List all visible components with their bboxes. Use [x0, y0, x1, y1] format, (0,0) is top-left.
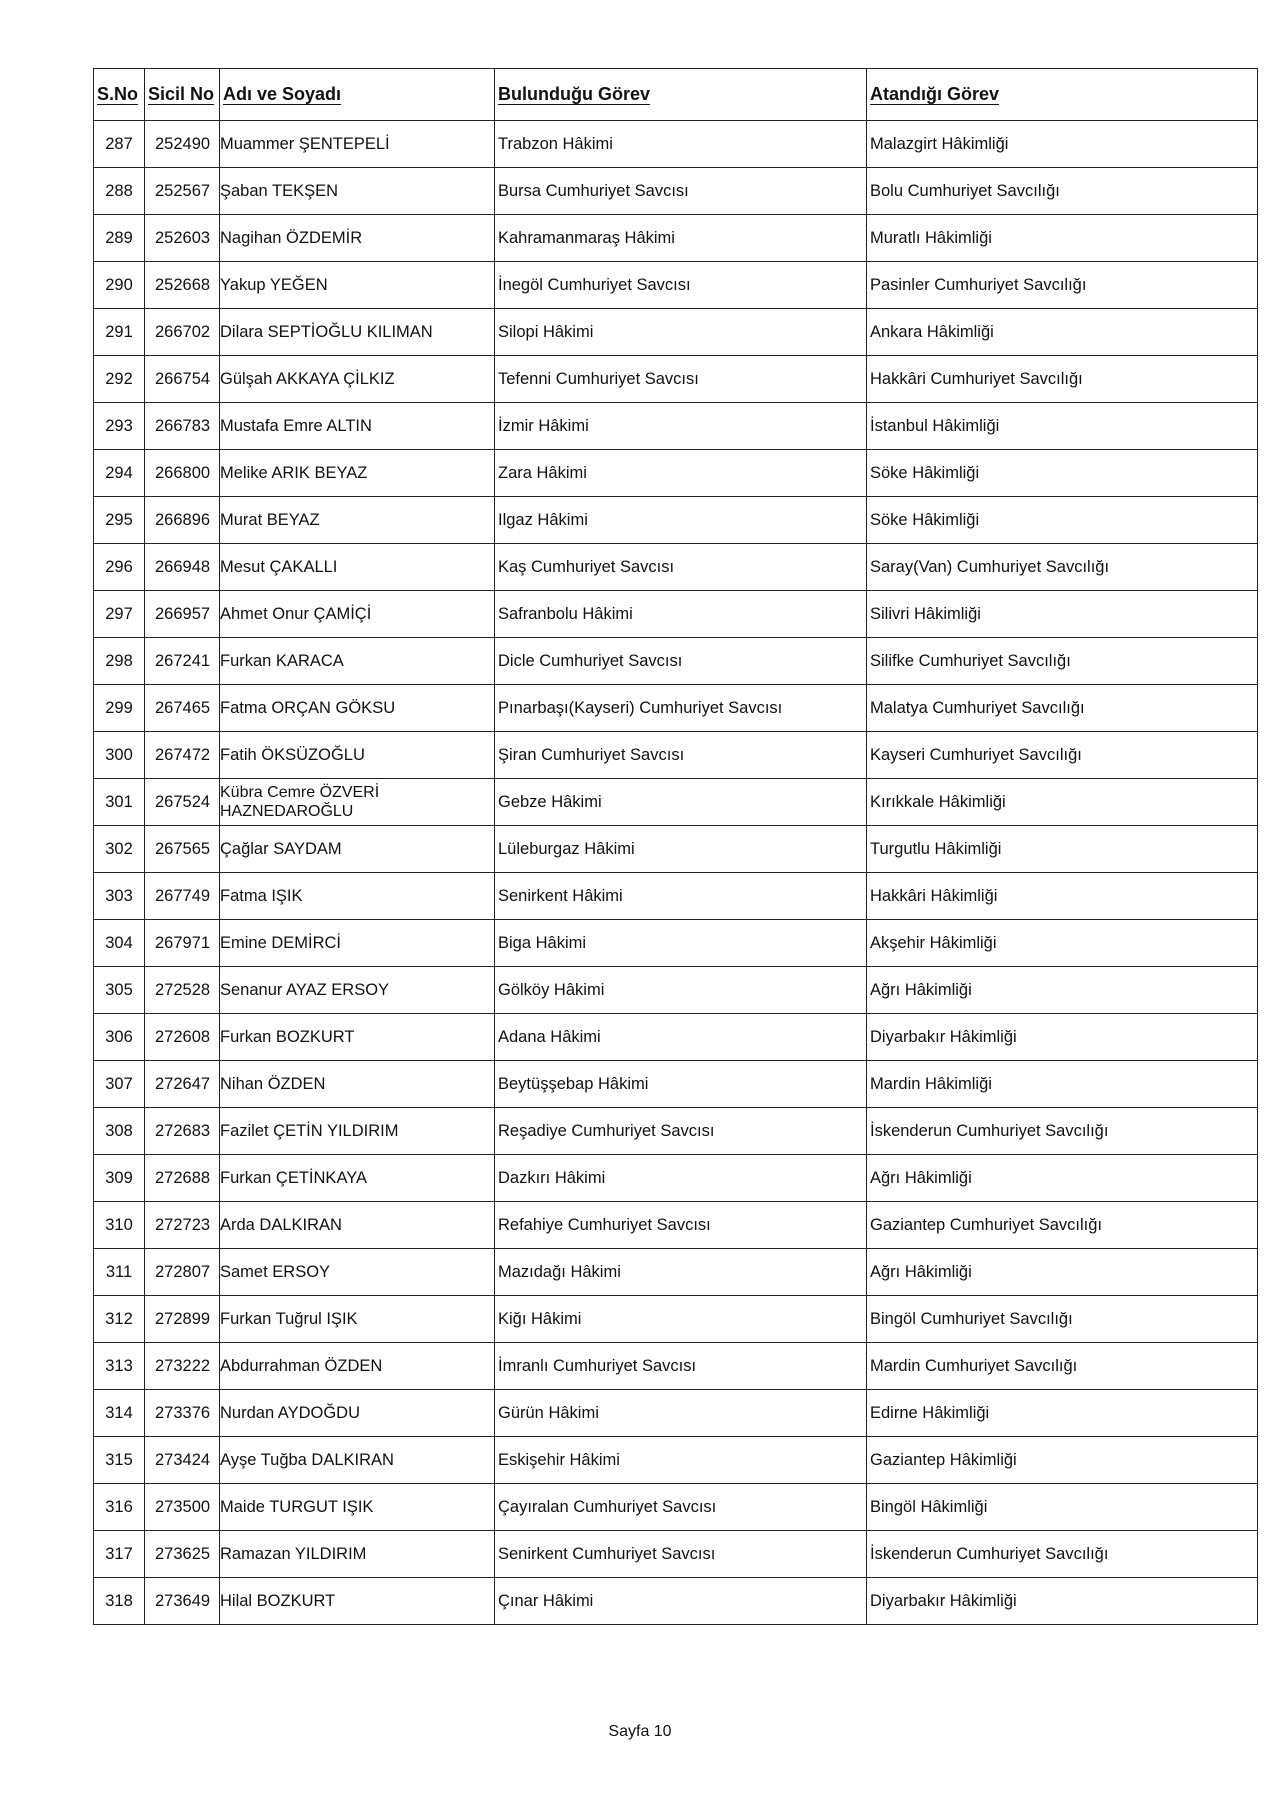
row-current-position: Çayıralan Cumhuriyet Savcısı [495, 1484, 867, 1531]
row-name: Murat BEYAZ [220, 497, 495, 544]
row-sicil-no: 272528 [145, 967, 220, 1014]
row-sicil-no: 266957 [145, 591, 220, 638]
row-assigned-position: Söke Hâkimliği [867, 450, 1258, 497]
row-current-position: Beytüşşebap Hâkimi [495, 1061, 867, 1108]
row-sicil-no: 272688 [145, 1155, 220, 1202]
row-sno: 298 [94, 638, 145, 685]
row-sno: 316 [94, 1484, 145, 1531]
row-assigned-position: İskenderun Cumhuriyet Savcılığı [867, 1531, 1258, 1578]
row-current-position: Senirkent Hâkimi [495, 873, 867, 920]
row-sicil-no: 266783 [145, 403, 220, 450]
table-row [94, 1343, 1258, 1390]
row-current-position: Lüleburgaz Hâkimi [495, 826, 867, 873]
row-sicil-no: 273376 [145, 1390, 220, 1437]
row-current-position: Refahiye Cumhuriyet Savcısı [495, 1202, 867, 1249]
row-sicil-no: 267472 [145, 732, 220, 779]
table-row [94, 168, 1258, 215]
table-body [94, 121, 1258, 1625]
table-row [94, 591, 1258, 638]
table-row [94, 215, 1258, 262]
row-sno: 295 [94, 497, 145, 544]
table-row [94, 1578, 1258, 1625]
row-current-position: Silopi Hâkimi [495, 309, 867, 356]
table-row [94, 1390, 1258, 1437]
row-sno: 309 [94, 1155, 145, 1202]
row-assigned-position: Silifke Cumhuriyet Savcılığı [867, 638, 1258, 685]
row-name: Abdurrahman ÖZDEN [220, 1343, 495, 1390]
row-sno: 307 [94, 1061, 145, 1108]
row-assigned-position: Kırıkkale Hâkimliği [867, 779, 1258, 826]
row-sno: 291 [94, 309, 145, 356]
row-name: Emine DEMİRCİ [220, 920, 495, 967]
row-name: Nurdan AYDOĞDU [220, 1390, 495, 1437]
row-sicil-no: 267241 [145, 638, 220, 685]
row-sno: 310 [94, 1202, 145, 1249]
row-current-position: Dazkırı Hâkimi [495, 1155, 867, 1202]
row-assigned-position: Ankara Hâkimliği [867, 309, 1258, 356]
row-sicil-no: 267565 [145, 826, 220, 873]
row-sicil-no: 273625 [145, 1531, 220, 1578]
row-name: Ayşe Tuğba DALKIRAN [220, 1437, 495, 1484]
row-current-position: Biga Hâkimi [495, 920, 867, 967]
table-header-row [94, 69, 1258, 121]
row-name: Dilara SEPTİOĞLU KILIMAN [220, 309, 495, 356]
row-assigned-position: Pasinler Cumhuriyet Savcılığı [867, 262, 1258, 309]
row-assigned-position: Saray(Van) Cumhuriyet Savcılığı [867, 544, 1258, 591]
row-current-position: Kiğı Hâkimi [495, 1296, 867, 1343]
row-current-position: Trabzon Hâkimi [495, 121, 867, 168]
row-sno: 299 [94, 685, 145, 732]
row-current-position: Kaş Cumhuriyet Savcısı [495, 544, 867, 591]
header-sno: S.No [94, 69, 145, 121]
row-sicil-no: 252603 [145, 215, 220, 262]
row-sno: 301 [94, 779, 145, 826]
row-sno: 294 [94, 450, 145, 497]
table-row [94, 1531, 1258, 1578]
row-sno: 305 [94, 967, 145, 1014]
table-row [94, 920, 1258, 967]
row-name: Fatma ORÇAN GÖKSU [220, 685, 495, 732]
row-name: Hilal BOZKURT [220, 1578, 495, 1625]
row-assigned-position: Ağrı Hâkimliği [867, 1155, 1258, 1202]
row-name: Çağlar SAYDAM [220, 826, 495, 873]
row-name: Senanur AYAZ ERSOY [220, 967, 495, 1014]
row-sicil-no: 272647 [145, 1061, 220, 1108]
row-name: Furkan Tuğrul IŞIK [220, 1296, 495, 1343]
table-row [94, 873, 1258, 920]
row-name: Nihan ÖZDEN [220, 1061, 495, 1108]
row-assigned-position: Diyarbakır Hâkimliği [867, 1014, 1258, 1061]
row-name: Kübra Cemre ÖZVERİ HAZNEDAROĞLU [220, 779, 495, 826]
row-sno: 308 [94, 1108, 145, 1155]
row-sno: 289 [94, 215, 145, 262]
row-assigned-position: Gaziantep Cumhuriyet Savcılığı [867, 1202, 1258, 1249]
row-sicil-no: 266896 [145, 497, 220, 544]
row-assigned-position: Silivri Hâkimliği [867, 591, 1258, 638]
row-name: Fazilet ÇETİN YILDIRIM [220, 1108, 495, 1155]
table-row [94, 1061, 1258, 1108]
row-sno: 314 [94, 1390, 145, 1437]
row-current-position: İnegöl Cumhuriyet Savcısı [495, 262, 867, 309]
row-current-position: Pınarbaşı(Kayseri) Cumhuriyet Savcısı [495, 685, 867, 732]
row-name: Melike ARIK BEYAZ [220, 450, 495, 497]
row-sicil-no: 272807 [145, 1249, 220, 1296]
row-sicil-no: 267971 [145, 920, 220, 967]
table-row [94, 826, 1258, 873]
header-name: Adı ve Soyadı [220, 69, 495, 121]
row-sicil-no: 273424 [145, 1437, 220, 1484]
row-sicil-no: 273649 [145, 1578, 220, 1625]
table-row [94, 1108, 1258, 1155]
row-sno: 290 [94, 262, 145, 309]
row-assigned-position: Hakkâri Hâkimliği [867, 873, 1258, 920]
row-assigned-position: İstanbul Hâkimliği [867, 403, 1258, 450]
row-sno: 311 [94, 1249, 145, 1296]
row-name: Mesut ÇAKALLI [220, 544, 495, 591]
header-assigned-position: Atandığı Görev [867, 69, 1258, 121]
row-current-position: Mazıdağı Hâkimi [495, 1249, 867, 1296]
row-current-position: İmranlı Cumhuriyet Savcısı [495, 1343, 867, 1390]
table-row [94, 638, 1258, 685]
row-sno: 317 [94, 1531, 145, 1578]
row-sno: 313 [94, 1343, 145, 1390]
row-current-position: Kahramanmaraş Hâkimi [495, 215, 867, 262]
row-current-position: Çınar Hâkimi [495, 1578, 867, 1625]
page-number: Sayfa 10 [608, 1723, 672, 1740]
row-assigned-position: Gaziantep Hâkimliği [867, 1437, 1258, 1484]
row-assigned-position: Turgutlu Hâkimliği [867, 826, 1258, 873]
row-sicil-no: 273222 [145, 1343, 220, 1390]
row-sno: 288 [94, 168, 145, 215]
row-assigned-position: İskenderun Cumhuriyet Savcılığı [867, 1108, 1258, 1155]
row-name: Nagihan ÖZDEMİR [220, 215, 495, 262]
row-assigned-position: Mardin Hâkimliği [867, 1061, 1258, 1108]
row-assigned-position: Mardin Cumhuriyet Savcılığı [867, 1343, 1258, 1390]
row-sicil-no: 272683 [145, 1108, 220, 1155]
row-assigned-position: Ağrı Hâkimliği [867, 1249, 1258, 1296]
row-current-position: Senirkent Cumhuriyet Savcısı [495, 1531, 867, 1578]
table-row [94, 1155, 1258, 1202]
header-sicil: Sicil No [145, 69, 220, 121]
table-row [94, 450, 1258, 497]
row-name: Maide TURGUT IŞIK [220, 1484, 495, 1531]
table-row [94, 262, 1258, 309]
row-name: Samet ERSOY [220, 1249, 495, 1296]
row-sicil-no: 266800 [145, 450, 220, 497]
row-current-position: Adana Hâkimi [495, 1014, 867, 1061]
row-assigned-position: Diyarbakır Hâkimliği [867, 1578, 1258, 1625]
row-sicil-no: 267524 [145, 779, 220, 826]
table-row [94, 121, 1258, 168]
table-row [94, 1296, 1258, 1343]
row-sno: 293 [94, 403, 145, 450]
row-assigned-position: Hakkâri Cumhuriyet Savcılığı [867, 356, 1258, 403]
row-current-position: Gürün Hâkimi [495, 1390, 867, 1437]
row-name: Fatma IŞIK [220, 873, 495, 920]
row-current-position: Ilgaz Hâkimi [495, 497, 867, 544]
row-sicil-no: 272899 [145, 1296, 220, 1343]
row-current-position: Zara Hâkimi [495, 450, 867, 497]
table-row [94, 685, 1258, 732]
row-sicil-no: 267465 [145, 685, 220, 732]
row-name: Ramazan YILDIRIM [220, 1531, 495, 1578]
row-sno: 296 [94, 544, 145, 591]
row-sno: 287 [94, 121, 145, 168]
row-assigned-position: Edirne Hâkimliği [867, 1390, 1258, 1437]
row-assigned-position: Bingöl Hâkimliği [867, 1484, 1258, 1531]
row-name: Yakup YEĞEN [220, 262, 495, 309]
row-sicil-no: 272723 [145, 1202, 220, 1249]
row-sicil-no: 252668 [145, 262, 220, 309]
row-assigned-position: Malazgirt Hâkimliği [867, 121, 1258, 168]
row-name: Ahmet Onur ÇAMİÇİ [220, 591, 495, 638]
row-current-position: Gebze Hâkimi [495, 779, 867, 826]
row-name: Muammer ŞENTEPELİ [220, 121, 495, 168]
row-sno: 304 [94, 920, 145, 967]
row-name: Mustafa Emre ALTIN [220, 403, 495, 450]
row-assigned-position: Söke Hâkimliği [867, 497, 1258, 544]
row-current-position: Reşadiye Cumhuriyet Savcısı [495, 1108, 867, 1155]
header-current-position: Bulunduğu Görev [495, 69, 867, 121]
row-current-position: Şiran Cumhuriyet Savcısı [495, 732, 867, 779]
table-row [94, 967, 1258, 1014]
row-name: Şaban TEKŞEN [220, 168, 495, 215]
table-row [94, 1437, 1258, 1484]
table-row [94, 1249, 1258, 1296]
row-assigned-position: Muratlı Hâkimliği [867, 215, 1258, 262]
row-sicil-no: 266754 [145, 356, 220, 403]
row-sicil-no: 252490 [145, 121, 220, 168]
table-row [94, 497, 1258, 544]
assignment-table [93, 68, 1258, 1625]
row-sno: 318 [94, 1578, 145, 1625]
row-current-position: Eskişehir Hâkimi [495, 1437, 867, 1484]
row-current-position: İzmir Hâkimi [495, 403, 867, 450]
table-row [94, 403, 1258, 450]
row-assigned-position: Bolu Cumhuriyet Savcılığı [867, 168, 1258, 215]
table-row [94, 356, 1258, 403]
row-sicil-no: 266702 [145, 309, 220, 356]
table-row [94, 732, 1258, 779]
table-row [94, 1014, 1258, 1061]
table-row [94, 309, 1258, 356]
row-sno: 302 [94, 826, 145, 873]
row-sicil-no: 267749 [145, 873, 220, 920]
row-assigned-position: Akşehir Hâkimliği [867, 920, 1258, 967]
row-name: Arda DALKIRAN [220, 1202, 495, 1249]
row-sno: 297 [94, 591, 145, 638]
row-sno: 292 [94, 356, 145, 403]
row-assigned-position: Bingöl Cumhuriyet Savcılığı [867, 1296, 1258, 1343]
table-row [94, 779, 1258, 826]
row-sicil-no: 273500 [145, 1484, 220, 1531]
row-current-position: Bursa Cumhuriyet Savcısı [495, 168, 867, 215]
table-row [94, 1202, 1258, 1249]
row-sno: 312 [94, 1296, 145, 1343]
row-assigned-position: Kayseri Cumhuriyet Savcılığı [867, 732, 1258, 779]
table-row [94, 1484, 1258, 1531]
row-name: Furkan KARACA [220, 638, 495, 685]
row-assigned-position: Malatya Cumhuriyet Savcılığı [867, 685, 1258, 732]
row-sno: 300 [94, 732, 145, 779]
row-current-position: Tefenni Cumhuriyet Savcısı [495, 356, 867, 403]
table-row [94, 544, 1258, 591]
row-sicil-no: 252567 [145, 168, 220, 215]
row-current-position: Safranbolu Hâkimi [495, 591, 867, 638]
row-sicil-no: 266948 [145, 544, 220, 591]
row-current-position: Gölköy Hâkimi [495, 967, 867, 1014]
row-assigned-position: Ağrı Hâkimliği [867, 967, 1258, 1014]
row-sno: 303 [94, 873, 145, 920]
row-sno: 315 [94, 1437, 145, 1484]
row-sicil-no: 272608 [145, 1014, 220, 1061]
row-current-position: Dicle Cumhuriyet Savcısı [495, 638, 867, 685]
row-name: Furkan ÇETİNKAYA [220, 1155, 495, 1202]
row-sno: 306 [94, 1014, 145, 1061]
row-name: Gülşah AKKAYA ÇİLKIZ [220, 356, 495, 403]
row-name: Fatih ÖKSÜZOĞLU [220, 732, 495, 779]
row-name: Furkan BOZKURT [220, 1014, 495, 1061]
